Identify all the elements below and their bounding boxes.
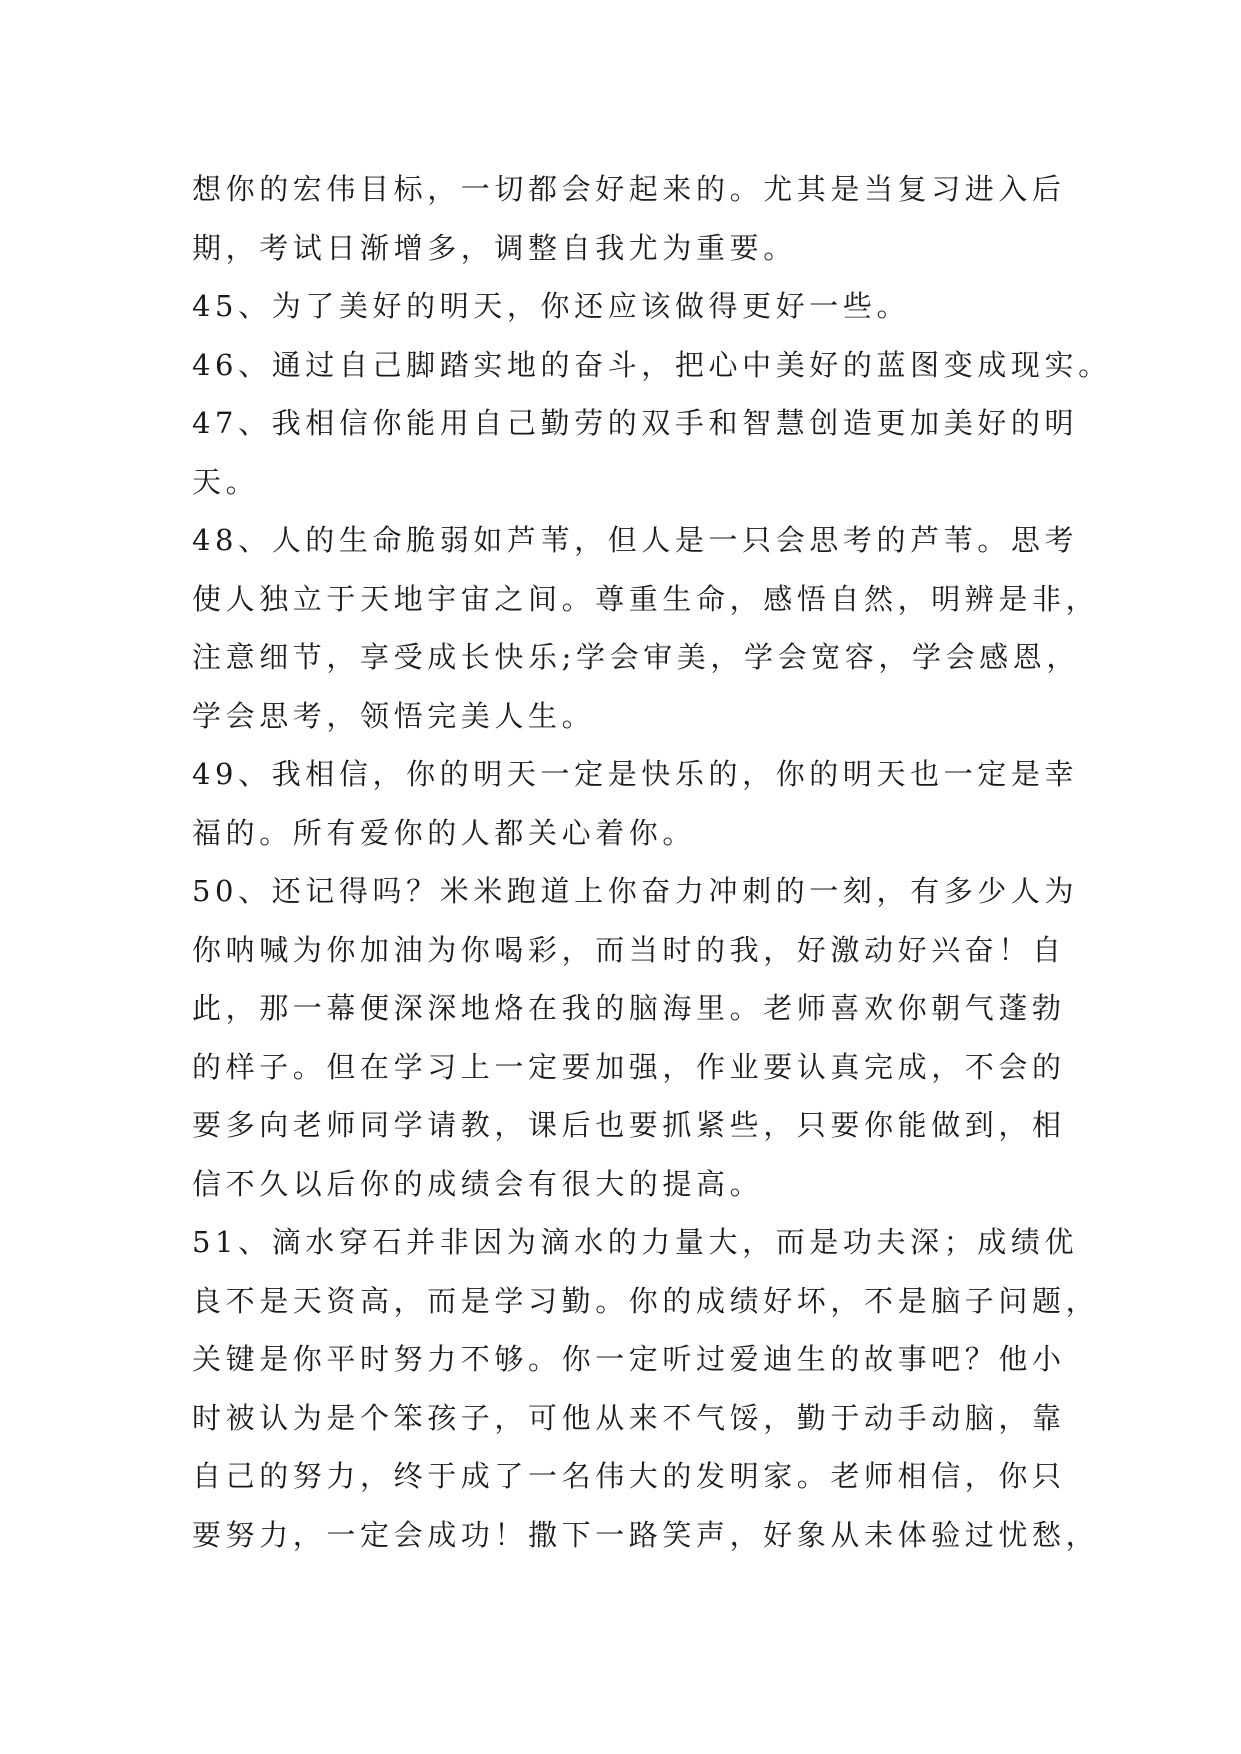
text-line: 关键是你平时努力不够。你一定听过爱迪生的故事吧？他小: [192, 1342, 1066, 1376]
text-line: 45、为了美好的明天，你还应该做得更好一些。: [192, 289, 911, 323]
text-line: 49、我相信，你的明天一定是快乐的，你的明天也一定是幸: [192, 757, 1079, 791]
text-line: 使人独立于天地宇宙之间。尊重生命，感悟自然，明辨是非，: [192, 581, 1100, 616]
text-line: 期，考试日渐增多，调整自我尤为重要。: [192, 230, 797, 265]
text-line: 51、滴水穿石并非因为滴水的力量大，而是功夫深；成绩优: [192, 1225, 1079, 1259]
text-line: 要多向老师同学请教，课后也要抓紧些，只要你能做到，相: [192, 1108, 1066, 1142]
text-line: 46、通过自己脚踏实地的奋斗，把心中美好的蓝图变成现实。: [192, 347, 1112, 382]
text-line: 时被认为是个笨孩子，可他从来不气馁，勤于动手动脑，靠: [192, 1400, 1066, 1435]
document-body: [192, 160, 1112, 1564]
text-line: 此，那一幕便深深地烙在我的脑海里。老师喜欢你朝气蓬勃: [192, 991, 1066, 1025]
text-line: 你呐喊为你加油为你喝彩，而当时的我，好激动好兴奋！自: [192, 932, 1066, 967]
text-line: 学会思考，领悟完美人生。: [192, 698, 596, 733]
text-line: 注意细节，享受成长快乐;学会审美，学会宽容，学会感恩，: [192, 640, 1080, 674]
text-line: 的样子。但在学习上一定要加强，作业要认真完成，不会的: [192, 1049, 1066, 1084]
text-line: 50、还记得吗？米米跑道上你奋力冲刺的一刻，有多少人为: [192, 874, 1079, 908]
text-line: 良不是天资高，而是学习勤。你的成绩好坏，不是脑子问题，: [192, 1283, 1100, 1318]
text-line: 48、人的生命脆弱如芦苇，但人是一只会思考的芦苇。思考: [192, 523, 1079, 557]
text-line: 想你的宏伟目标，一切都会好起来的。尤其是当复习进入后: [192, 172, 1066, 206]
text-line: 47、我相信你能用自己勤劳的双手和智慧创造更加美好的明: [192, 406, 1079, 440]
text-line: 信不久以后你的成绩会有很大的提高。: [192, 1166, 764, 1201]
text-line: 要努力，一定会成功！撒下一路笑声，好象从未体验过忧愁，: [192, 1517, 1100, 1552]
text-line: 天。: [192, 464, 260, 499]
text-line: 福的。所有爱你的人都关心着你。: [192, 815, 697, 850]
text-line: 自己的努力，终于成了一名伟大的发明家。老师相信，你只: [192, 1459, 1066, 1493]
